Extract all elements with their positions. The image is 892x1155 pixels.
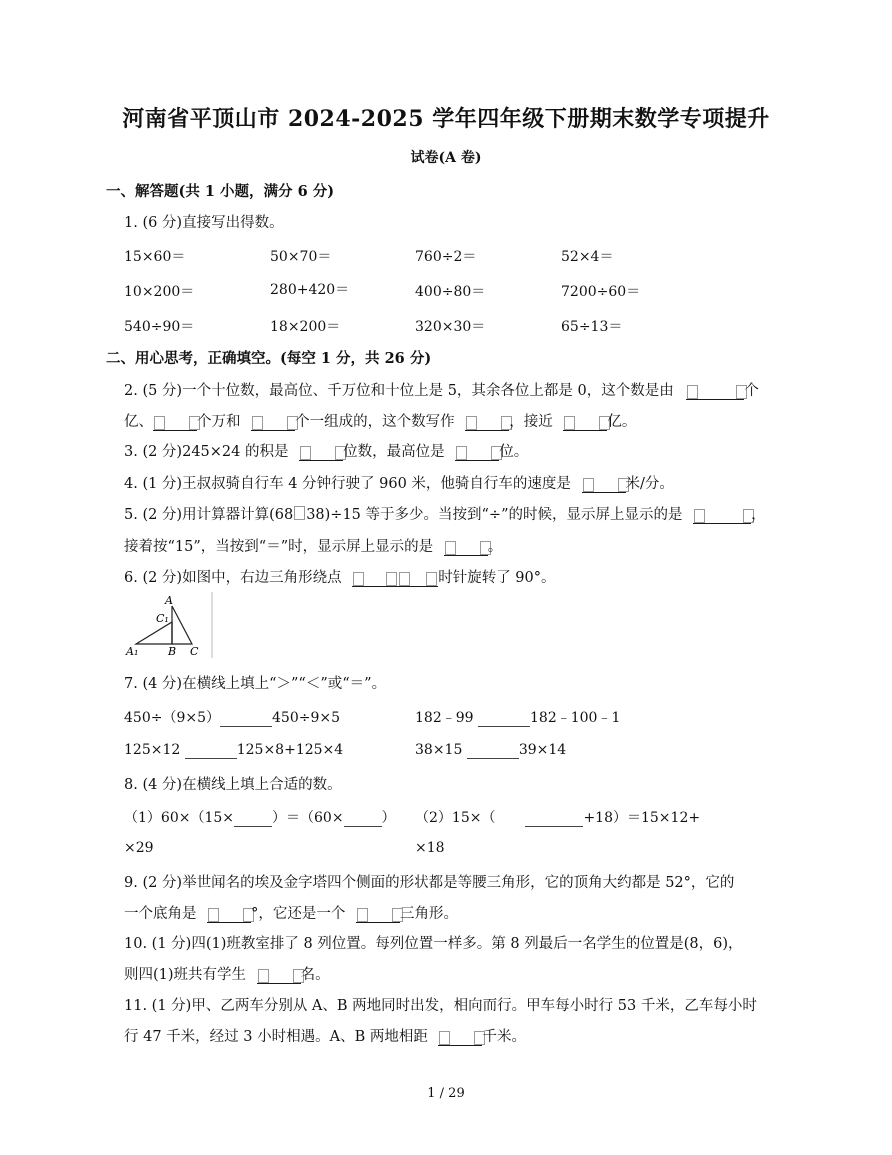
answer-blank[interactable]: [478, 710, 530, 727]
q7-row-1-left: 450÷（9×5） 450÷9×5: [124, 710, 340, 726]
label-a1: A₁: [126, 645, 139, 658]
page-subtitle: 试卷(A 卷): [410, 150, 482, 166]
q11-line-1: 11. (1 分)甲、乙两车分别从 A、B 两地同时出发，相向而行。甲车每小时行 53 千米，乙车每小时: [124, 998, 757, 1014]
calc-item: 15×60＝: [124, 249, 186, 265]
calc-item: 400÷80＝: [415, 284, 486, 300]
calc-item: 52×4＝: [561, 249, 614, 265]
calc-item: 65÷13＝: [561, 319, 623, 335]
answer-blank[interactable]: [220, 710, 272, 727]
calc-item: 760÷2＝: [415, 249, 477, 265]
q8-part-1-cont: ×29: [124, 840, 154, 856]
q2-line-2: 亿、 个万和 个一组成的，这个数写作 ，接近 亿。: [124, 414, 637, 430]
answer-blank[interactable]: [185, 742, 237, 759]
rotation-triangle-figure: [124, 592, 216, 658]
label-a: A: [165, 594, 173, 607]
q9-line-1: 9. (2 分)举世闻名的埃及金字塔四个侧面的形状都是等腰三角形，它的顶角大约都是 52°，它的: [124, 875, 735, 891]
q8-part-1: （1）60×（15× ）＝（60× ）: [124, 810, 396, 826]
answer-blank[interactable]: [257, 969, 301, 984]
answer-blank[interactable]: [444, 541, 488, 556]
q8-part-2-cont: ×18: [415, 840, 445, 856]
q7-row-2-left: 125×12 125×8+125×4: [124, 742, 344, 758]
q7-row-1-right: 182﹣99 182﹣100﹣1: [415, 710, 621, 726]
q10-line-1: 10. (1 分)四(1)班教室排了 8 列位置。每列位置一样多。第 8 列最后一名学生的位置是(8，6)，: [124, 936, 743, 952]
answer-blank[interactable]: [455, 446, 499, 461]
answer-blank[interactable]: [563, 416, 607, 431]
q2-line-1: 2. (5 分)一个十位数，最高位、千万位和十位上是 5，其余各位上都是 0，这个数是由 个: [124, 383, 759, 399]
calc-item: 7200÷60＝: [561, 284, 641, 300]
answer-blank[interactable]: [352, 572, 438, 587]
triangle-abc: [172, 606, 192, 644]
label-c1: C₁: [156, 612, 169, 625]
q8-stem: 8. (4 分)在横线上填上合适的数。: [124, 777, 342, 793]
answer-blank[interactable]: [438, 1031, 482, 1046]
q9-line-2: 一个底角是 °，它还是一个 三角形。: [124, 906, 458, 922]
answer-blank[interactable]: [693, 509, 751, 524]
section-2-heading: 二、用心思考，正确填空。(每空 1 分，共 26 分): [106, 350, 432, 367]
calc-item: 10×200＝: [124, 284, 195, 300]
q5-line-2: 接着按“15”，当按到“＝”时，显示屏上显示的是 。: [124, 539, 503, 555]
q6: 6. (2 分)如图中，右边三角形绕点 时针旋转了 90°。: [124, 570, 556, 586]
answer-blank[interactable]: [465, 416, 509, 431]
q10-line-2: 则四(1)班共有学生 名。: [124, 967, 330, 983]
triangle-a1bc1: [136, 622, 172, 644]
answer-blank[interactable]: [207, 908, 251, 923]
q3: 3. (2 分)245×24 的积是 位数，最高位是 位。: [124, 444, 529, 460]
section-1-heading: 一、解答题(共 1 小题，满分 6 分): [106, 183, 335, 200]
answer-blank[interactable]: [234, 810, 272, 827]
page-title: 河南省平顶山市 2024-2025 学年四年级下册期末数学专项提升: [122, 106, 770, 132]
q4: 4. (1 分)王叔叔骑自行车 4 分钟行驶了 960 米，他骑自行车的速度是 米/分。: [124, 476, 674, 492]
calc-item: 540÷90＝: [124, 319, 195, 335]
q11-line-2: 行 47 千米，经过 3 小时相遇。A、B 两地相距 千米。: [124, 1029, 526, 1045]
label-b: B: [168, 645, 177, 658]
q1-stem: 1. (6 分)直接写出得数。: [124, 215, 284, 231]
answer-blank[interactable]: [467, 742, 519, 759]
label-c: C: [190, 645, 199, 658]
answer-blank[interactable]: [525, 810, 583, 827]
answer-blank[interactable]: [251, 416, 295, 431]
answer-blank[interactable]: [686, 385, 744, 400]
q8-part-2: （2）15×（ +18）＝15×12+: [415, 810, 701, 826]
answer-blank[interactable]: [582, 478, 626, 493]
page-number: 1 / 29: [427, 1086, 465, 1101]
answer-blank[interactable]: [153, 416, 197, 431]
calc-item: 280+420＝: [270, 282, 350, 298]
calc-item: 18×200＝: [270, 319, 341, 335]
q7-row-2-right: 38×15 39×14: [415, 742, 567, 758]
answer-blank[interactable]: [356, 908, 400, 923]
q5-line-1: 5. (2 分)用计算器计算(68 38)÷15 等于多少。当按到“÷”的时候，显示屏上显示的是 ，: [124, 507, 766, 523]
calc-item: 320×30＝: [415, 319, 486, 335]
answer-blank[interactable]: [299, 446, 343, 461]
answer-blank[interactable]: [344, 810, 382, 827]
calc-item: 50×70＝: [270, 249, 332, 265]
q7-stem: 7. (4 分)在横线上填上“＞”“＜”或“＝”。: [124, 676, 387, 692]
